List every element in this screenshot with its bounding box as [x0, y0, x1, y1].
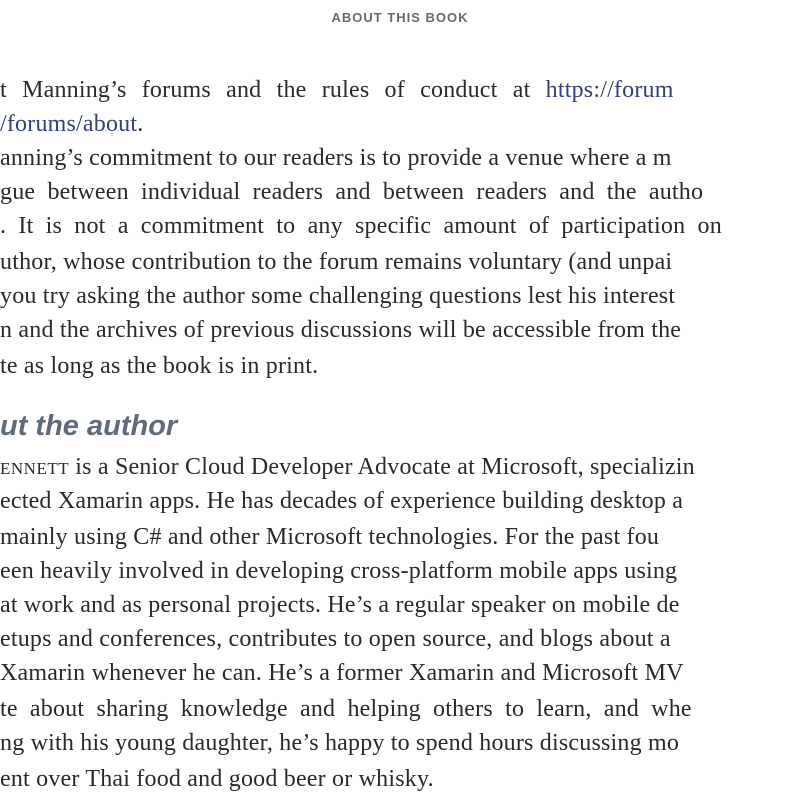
forum-about-link[interactable]: /forums/about: [0, 111, 138, 137]
author-name-smallcaps: ENNETT: [0, 459, 70, 478]
text-line: etups and conferences, contributes to open source, and blogs about a: [0, 626, 671, 652]
text-line: ent over Thai food and good beer or whisky.: [0, 766, 434, 792]
text-line: uthor, whose contribution to the forum remains voluntary (and unpai: [0, 249, 673, 275]
text-line: [0, 450, 695, 486]
running-head: ABOUT THIS BOOK: [331, 10, 469, 25]
text-line: [0, 107, 143, 141]
text-line: n and the archives of previous discussions will be accessible from the: [0, 317, 682, 343]
text-segment: t Manning’s forums and the rules of conduct at: [0, 77, 531, 103]
text-line: te as long as the book is in print.: [0, 353, 319, 379]
text-line: mainly using C# and other Microsoft technologies. For the past fou: [0, 524, 660, 550]
text-line: at work and as personal projects. He’s a regular speaker on mobile de: [0, 592, 680, 618]
text-segment: is a Senior Cloud Developer Advocate at Microsoft, specializin: [75, 454, 695, 480]
text-line: ected Xamarin apps. He has decades of experience building desktop a: [0, 488, 684, 514]
text-line: [0, 73, 674, 107]
text-line: te about sharing knowledge and helping others to learn, and whe: [0, 696, 692, 722]
text-line: Xamarin whenever he can. He’s a former Xamarin and Microsoft MV: [0, 660, 684, 686]
forum-url-link[interactable]: https://forum: [545, 77, 674, 103]
section-heading: ut the author: [0, 410, 178, 442]
text-line: ng with his young daughter, he’s happy to spend hours discussing mo: [0, 730, 680, 756]
text-line: . It is not a commitment to any specific amount of participation on: [0, 213, 722, 239]
text-line: gue between individual readers and between readers and the autho: [0, 179, 704, 205]
text-line: you try asking the author some challenging questions lest his interest: [0, 283, 676, 309]
text-line: anning’s commitment to our readers is to provide a venue where a m: [0, 145, 672, 171]
text-segment: .: [137, 111, 144, 137]
text-line: een heavily involved in developing cross-platform mobile apps using: [0, 558, 678, 584]
